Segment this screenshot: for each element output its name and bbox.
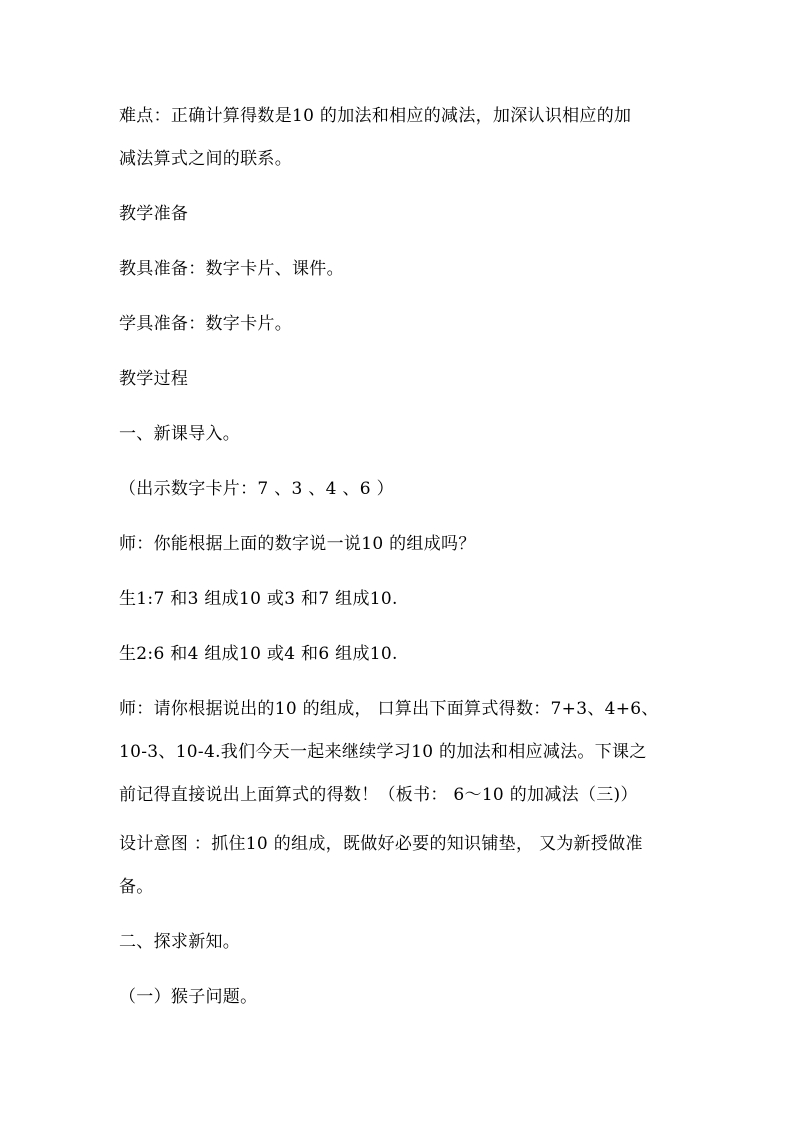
- subheading-monkey-problem: （一）猴子问题。: [119, 987, 258, 1007]
- show-cards-line: （出示数字卡片：7 、3 、4 、6 ）: [119, 479, 394, 499]
- difficulty-line-2: 减法算式之间的联系。: [119, 149, 292, 169]
- section-heading-teaching-prep: 教学准备: [119, 204, 189, 224]
- subheading-explore-new-knowledge: 二、探求新知。: [119, 932, 241, 952]
- design-intent-line-2: 备。: [119, 877, 154, 897]
- teacher-instruction-line-3: 前记得直接说出上面算式的得数！（板书： 6～10 的加减法（三)）: [119, 785, 638, 805]
- student-1-answer-line: 生1:7 和3 组成10 或3 和7 组成10.: [119, 589, 398, 609]
- teacher-question-line: 师：你能根据上面的数字说一说10 的组成吗？: [119, 534, 476, 554]
- teacher-instruction-line-2: 10-3、10-4.我们今天一起来继续学习10 的加法和相应减法。下课之: [119, 742, 647, 762]
- teacher-instruction-line-1: 师：请你根据说出的10 的组成， 口算出下面算式得数：7+3、4+6、: [119, 699, 659, 719]
- teacher-materials-line: 教具准备：数字卡片、课件。: [119, 259, 344, 279]
- student-2-answer-line: 生2:6 和4 组成10 或4 和6 组成10.: [119, 644, 398, 664]
- section-heading-teaching-process: 教学过程: [119, 369, 189, 389]
- student-materials-line: 学具准备：数字卡片。: [119, 314, 292, 334]
- subheading-new-lesson-intro: 一、新课导入。: [119, 424, 241, 444]
- design-intent-line-1: 设计意图 ：抓住10 的组成，既做好必要的知识铺垫， 又为新授做准: [119, 834, 643, 854]
- difficulty-line-1: 难点：正确计算得数是10 的加法和相应的减法，加深认识相应的加: [119, 106, 632, 126]
